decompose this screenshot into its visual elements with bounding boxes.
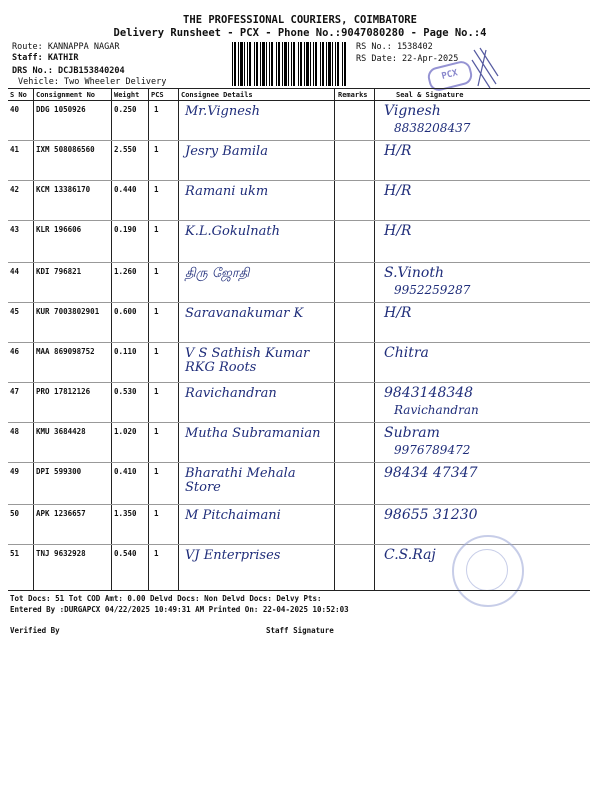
col-divider (111, 88, 112, 590)
row-signature-phone: 9952259287 (394, 283, 471, 297)
row-signature: 98434 47347 (384, 465, 478, 481)
row-pcs: 1 (154, 549, 159, 558)
col-consignment: Consignment No (36, 91, 96, 99)
runsheet-subtitle: Delivery Runsheet - PCX - Phone No.:9047080280 - Page No.:4 (113, 27, 487, 39)
row-weight: 0.190 (114, 225, 137, 234)
col-sno: S No (10, 91, 27, 99)
barcode-bar (322, 42, 324, 86)
row-divider (8, 504, 590, 505)
barcode-bar (337, 42, 339, 86)
row-consignment-no: DDG 1050926 (36, 105, 86, 114)
barcode-bar (320, 42, 321, 86)
row-consignee: K.L.Gokulnath (185, 224, 280, 239)
row-consignee: M Pitchaimani (185, 508, 281, 523)
row-signature: Subram (384, 425, 440, 441)
barcode-bar (313, 42, 314, 86)
table-bottom-rule (8, 590, 590, 591)
row-pcs: 1 (154, 225, 159, 234)
barcode-bar (256, 42, 258, 86)
row-consignee: V S Sathish Kumar RKG Roots (185, 346, 310, 375)
row-sno: 51 (10, 549, 20, 558)
row-sno: 43 (10, 225, 20, 234)
staff-label: Staff: KATHIR (12, 53, 79, 63)
row-signature: Vignesh (384, 103, 441, 119)
barcode-bar (266, 42, 267, 86)
rs-no-label: RS No.: 1538402 (356, 42, 433, 52)
row-pcs: 1 (154, 467, 159, 476)
barcode-bar (278, 42, 280, 86)
vehicle-label: Vehicle: Two Wheeler Delivery (18, 77, 167, 87)
totals-summary: Tot Docs: 51 Tot COD Amt: 0.00 Delvd Docs: Non Delvd Docs: Delvy Pts: (10, 594, 322, 603)
barcode-bar (240, 42, 243, 86)
row-consignment-no: KUR 7003802901 (36, 307, 100, 316)
row-consignee: Bharathi Mehala Store (185, 466, 296, 495)
barcode-bar (282, 42, 283, 86)
row-signature-phone: 8838208437 (394, 121, 471, 135)
row-divider (8, 342, 590, 343)
row-signature: H/R (384, 143, 412, 159)
barcode-bar (262, 42, 265, 86)
row-signature: H/R (384, 183, 412, 199)
barcode-bar (300, 42, 302, 86)
row-consignment-no: KMU 3684428 (36, 427, 86, 436)
row-signature: S.Vinoth (384, 265, 444, 281)
barcode-image (230, 42, 350, 86)
row-signature-phone: Ravichandran (394, 403, 479, 417)
row-weight: 0.440 (114, 185, 137, 194)
barcode-bar (249, 42, 251, 86)
row-consignee: திரு ஜோதி (185, 266, 250, 281)
row-consignee: Ravichandran (185, 386, 277, 401)
row-weight: 0.540 (114, 549, 137, 558)
col-remarks: Remarks (338, 91, 368, 99)
pcx-stamp: PCX (426, 59, 474, 93)
table-head-rule (8, 100, 590, 101)
row-consignment-no: IXM 508086560 (36, 145, 95, 154)
seal-stamp (452, 535, 524, 607)
runsheet-title: THE PROFESSIONAL COURIERS, COIMBATORE (183, 14, 417, 26)
barcode-bar (284, 42, 287, 86)
table-top-rule (8, 88, 590, 89)
row-pcs: 1 (154, 347, 159, 356)
row-consignment-no: MAA 869098752 (36, 347, 95, 356)
col-consignee: Consignee Details (181, 91, 253, 99)
barcode-bar (271, 42, 273, 86)
row-weight: 0.410 (114, 467, 137, 476)
barcode-bar (310, 42, 311, 86)
row-consignment-no: APK 1236657 (36, 509, 86, 518)
row-weight: 0.110 (114, 347, 137, 356)
drs-label: DRS No.: DCJB153840204 (12, 66, 125, 76)
row-consignee: Jesry Bamila (185, 144, 268, 159)
barcode-bar (298, 42, 299, 86)
row-consignee: Mr.Vignesh (185, 104, 260, 119)
row-signature: Chitra (384, 345, 429, 361)
barcode-bar (260, 42, 261, 86)
row-sno: 50 (10, 509, 20, 518)
barcode-bar (344, 42, 346, 86)
row-sno: 47 (10, 387, 20, 396)
row-consignment-no: TNJ 9632928 (36, 549, 86, 558)
row-sno: 41 (10, 145, 20, 154)
row-weight: 1.350 (114, 509, 137, 518)
barcode-bar (293, 42, 295, 86)
scribble-mark (470, 46, 500, 90)
row-pcs: 1 (154, 267, 159, 276)
row-divider (8, 422, 590, 423)
row-pcs: 1 (154, 509, 159, 518)
barcode-bar (269, 42, 270, 86)
barcode-bar (335, 42, 336, 86)
row-weight: 1.260 (114, 267, 137, 276)
row-divider (8, 382, 590, 383)
row-divider (8, 140, 590, 141)
col-divider (374, 88, 375, 590)
row-signature: H/R (384, 305, 412, 321)
verified-by: Verified By (10, 626, 60, 635)
barcode-bar (326, 42, 327, 86)
row-divider (8, 180, 590, 181)
row-sno: 48 (10, 427, 20, 436)
row-consignment-no: DPI 599300 (36, 467, 82, 476)
col-weight: Weight (114, 91, 140, 99)
row-consignee: Ramani ukm (185, 184, 269, 199)
barcode-bar (315, 42, 317, 86)
row-signature: 9843148348 (384, 385, 474, 401)
barcode-bar (232, 42, 233, 86)
barcode-bar (244, 42, 245, 86)
col-divider (178, 88, 179, 590)
row-pcs: 1 (154, 307, 159, 316)
row-signature: C.S.Raj (384, 547, 436, 563)
barcode-bar (288, 42, 289, 86)
row-sno: 44 (10, 267, 20, 276)
col-signature: Seal & Signature (396, 91, 464, 99)
row-weight: 0.250 (114, 105, 137, 114)
row-consignee: Mutha Subramanian (185, 426, 321, 441)
rs-date-label: RS Date: 22-Apr-2025 (356, 54, 459, 64)
row-divider (8, 262, 590, 263)
barcode-bar (238, 42, 239, 86)
row-weight: 0.600 (114, 307, 137, 316)
entered-by: Entered By :DURGAPCX 04/22/2025 10:49:31 AM Printed On: 22-04-2025 10:52:03 (10, 605, 349, 614)
barcode-bar (342, 42, 343, 86)
row-divider (8, 220, 590, 221)
row-consignee: VJ Enterprises (185, 548, 281, 563)
row-consignment-no: PRO 17812126 (36, 387, 91, 396)
row-weight: 1.020 (114, 427, 137, 436)
row-pcs: 1 (154, 105, 159, 114)
barcode-bar (254, 42, 255, 86)
row-consignee: Saravanakumar K (185, 306, 304, 321)
row-pcs: 1 (154, 427, 159, 436)
barcode-bar (304, 42, 305, 86)
barcode-bar (247, 42, 248, 86)
row-divider (8, 302, 590, 303)
col-divider (334, 88, 335, 590)
row-pcs: 1 (154, 185, 159, 194)
barcode-bar (328, 42, 331, 86)
row-signature: 98655 31230 (384, 507, 478, 523)
row-signature: H/R (384, 223, 412, 239)
row-weight: 2.550 (114, 145, 137, 154)
row-consignment-no: KDI 796821 (36, 267, 82, 276)
col-divider (33, 88, 34, 590)
barcode-bar (234, 42, 236, 86)
route-label: Route: KANNAPPA NAGAR (12, 42, 120, 52)
col-divider (148, 88, 149, 590)
col-pcs: PCS (151, 91, 164, 99)
row-pcs: 1 (154, 145, 159, 154)
barcode-bar (306, 42, 309, 86)
row-signature-phone: 9976789472 (394, 443, 471, 457)
row-consignment-no: KCM 13386170 (36, 185, 91, 194)
barcode-bar (291, 42, 292, 86)
barcode-bar (332, 42, 333, 86)
row-divider (8, 462, 590, 463)
row-consignment-no: KLR 196606 (36, 225, 82, 234)
row-sno: 45 (10, 307, 20, 316)
row-pcs: 1 (154, 387, 159, 396)
staff-signature-label: Staff Signature (266, 626, 334, 635)
row-weight: 0.530 (114, 387, 137, 396)
row-sno: 46 (10, 347, 20, 356)
row-sno: 49 (10, 467, 20, 476)
row-sno: 42 (10, 185, 20, 194)
barcode-bar (276, 42, 277, 86)
row-sno: 40 (10, 105, 20, 114)
